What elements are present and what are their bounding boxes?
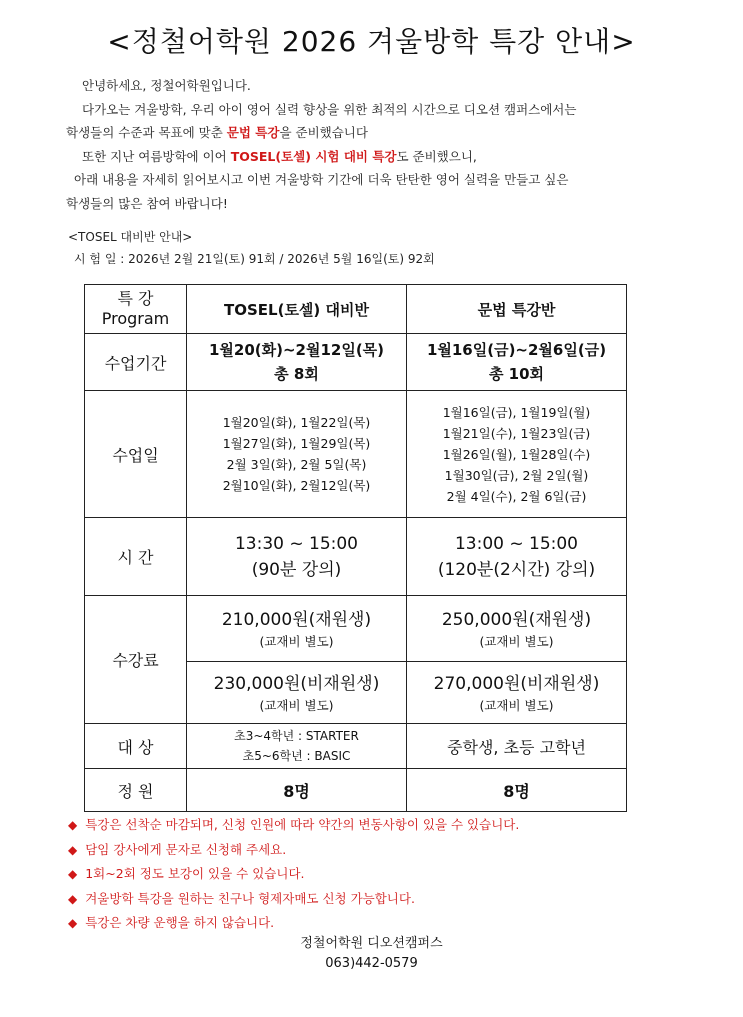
days-grammar (407, 391, 627, 518)
target-grammar: 중학생, 초등 고학년 (407, 724, 627, 769)
days-tosel-item: 2월10일(화), 2월12일(목) (222, 478, 371, 493)
time-grammar-duration: (120분(2시간) 강의) (437, 559, 596, 580)
notice-item (68, 838, 519, 863)
tosel-heading: <TOSEL 대비반 안내> (68, 230, 193, 244)
fee-tosel-nonmember-note: (교재비 별도) (259, 697, 334, 713)
period-tosel-range: 1월20(화)~2월12일(목) (208, 341, 385, 359)
intro-line-2: 다가오는 겨울방학, 우리 아이 영어 실력 향상을 위한 최적의 시간으로 디오션 캠퍼스에서는 (82, 101, 577, 117)
diamond-bullet-icon: ◆ (68, 842, 78, 857)
intro-line-4-pre: 또한 지난 여름방학에 이어 (82, 148, 231, 164)
period-tosel (187, 334, 407, 391)
fee-grammar-member (407, 596, 627, 662)
days-grammar-item: 1월26일(월), 1월28일(수) (442, 446, 591, 462)
fee-grammar-member-price: 250,000원(재원생) (441, 609, 592, 630)
fee-grammar-nonmember-note: (교재비 별도) (479, 697, 554, 713)
fee-tosel-nonmember (187, 662, 407, 724)
diamond-bullet-icon: ◆ (68, 818, 78, 832)
exam-dates: 시 험 일 : 2026년 2월 21일(토) 91회 / 2026년 5월 16일(토) 92회 (74, 252, 435, 266)
notice-text: 겨울방학 특강을 원하는 친구나 형제자매도 신청 가능합니다. (85, 890, 415, 906)
days-grammar-item: 1월30일(금), 2월 2일(월) (444, 467, 589, 483)
notice-text: 특강은 차량 운행을 하지 않습니다. (85, 915, 275, 930)
table-row-target (85, 724, 627, 769)
capacity-grammar: 8명 (407, 769, 627, 812)
table-row-header (85, 285, 627, 334)
days-label: 수업일 (85, 391, 187, 518)
notice-item (68, 887, 519, 912)
diamond-bullet-icon: ◆ (68, 891, 78, 906)
time-grammar-range: 13:00 ~ 15:00 (454, 533, 579, 554)
fee-grammar-nonmember-price: 270,000원(비재원생) (433, 673, 600, 694)
header-grammar: 문법 특강반 (407, 285, 627, 334)
period-grammar-count: 총 10회 (488, 365, 545, 383)
capacity-tosel: 8명 (187, 769, 407, 812)
notice-text: 1회~2회 정도 보강이 있을 수 있습니다. (85, 866, 305, 881)
notice-text: 특강은 선착순 마감되며, 신청 인원에 따라 약간의 변동사항이 있을 수 있습니다. (85, 817, 520, 832)
header-label-bottom: Program (101, 309, 170, 328)
days-tosel-item: 1월20일(화), 1월22일(목) (222, 415, 371, 430)
intro-line-3 (66, 121, 666, 145)
table-row-days (85, 391, 627, 518)
period-label: 수업기간 (85, 334, 187, 391)
days-tosel-item: 2월 3일(화), 2월 5일(목) (226, 457, 367, 472)
table-row-time (85, 518, 627, 596)
time-tosel-range: 13:30 ~ 15:00 (234, 533, 359, 554)
intro-line-4 (66, 145, 666, 169)
days-tosel-item: 1월27일(화), 1월29일(목) (222, 436, 371, 451)
table-row-capacity (85, 769, 627, 812)
fee-grammar-nonmember (407, 662, 627, 724)
table-row-period (85, 334, 627, 391)
header-tosel: TOSEL(토셀) 대비반 (187, 285, 407, 334)
period-tosel-count: 총 8회 (274, 365, 319, 383)
fee-label: 수강료 (85, 596, 187, 724)
time-tosel-duration: (90분 강의) (251, 559, 342, 580)
notice-text: 담임 강사에게 문자로 신청해 주세요. (85, 841, 287, 857)
days-grammar-item: 1월21일(수), 1월23일(금) (442, 425, 591, 441)
notice-item (68, 813, 519, 838)
tosel-highlight: TOSEL(토셀) 시험 대비 특강 (230, 148, 397, 164)
fee-grammar-member-note: (교재비 별도) (479, 633, 554, 649)
days-tosel (187, 391, 407, 518)
footer-campus: 정철어학원 디오션캠퍼스 (300, 936, 443, 951)
intro-line-6: 학생들의 많은 참여 바랍니다! (66, 195, 228, 211)
header-label-top: 특 강 (117, 289, 154, 308)
intro-paragraph (66, 74, 666, 215)
fee-tosel-member-note: (교재비 별도) (259, 633, 334, 649)
notice-item (68, 862, 519, 887)
time-label: 시 간 (85, 518, 187, 596)
period-grammar-range: 1월16일(금)~2월6일(금) (426, 341, 607, 359)
diamond-bullet-icon: ◆ (68, 916, 78, 930)
notice-list (68, 813, 519, 936)
target-label: 대 상 (85, 724, 187, 769)
course-table (84, 284, 627, 812)
time-tosel (187, 518, 407, 596)
table-row-fee-member (85, 596, 627, 662)
time-grammar (407, 518, 627, 596)
grammar-highlight: 문법 특강 (226, 125, 280, 140)
footer-phone: 063)442-0579 (325, 956, 418, 971)
diamond-bullet-icon: ◆ (68, 867, 78, 881)
target-tosel-starter: 초3~4학년 : STARTER (234, 729, 359, 743)
intro-line-1: 안녕하세요, 정철어학원입니다. (82, 78, 251, 93)
days-grammar-item: 2월 4일(수), 2월 6일(금) (446, 488, 587, 504)
intro-line-4-post: 도 준비했으니, (396, 148, 477, 164)
intro-line-5: 아래 내용을 자세히 읽어보시고 이번 겨울방학 기간에 더욱 탄탄한 영어 실력을 만들고 싶은 (74, 172, 569, 187)
page-title: <정철어학원 2026 겨울방학 특강 안내> (107, 25, 636, 58)
capacity-label: 정 원 (85, 769, 187, 812)
header-label (85, 285, 187, 334)
days-grammar-item: 1월16일(금), 1월19일(월) (442, 404, 591, 420)
target-tosel (187, 724, 407, 769)
period-grammar (407, 334, 627, 391)
fee-tosel-member-price: 210,000원(재원생) (221, 609, 372, 630)
intro-line-3-post: 을 준비했습니다 (279, 125, 368, 140)
fee-tosel-nonmember-price: 230,000원(비재원생) (213, 673, 380, 694)
intro-line-3-pre: 학생들의 수준과 목표에 맞춘 (66, 125, 227, 140)
fee-tosel-member (187, 596, 407, 662)
target-tosel-basic: 초5~6학년 : BASIC (242, 749, 351, 763)
